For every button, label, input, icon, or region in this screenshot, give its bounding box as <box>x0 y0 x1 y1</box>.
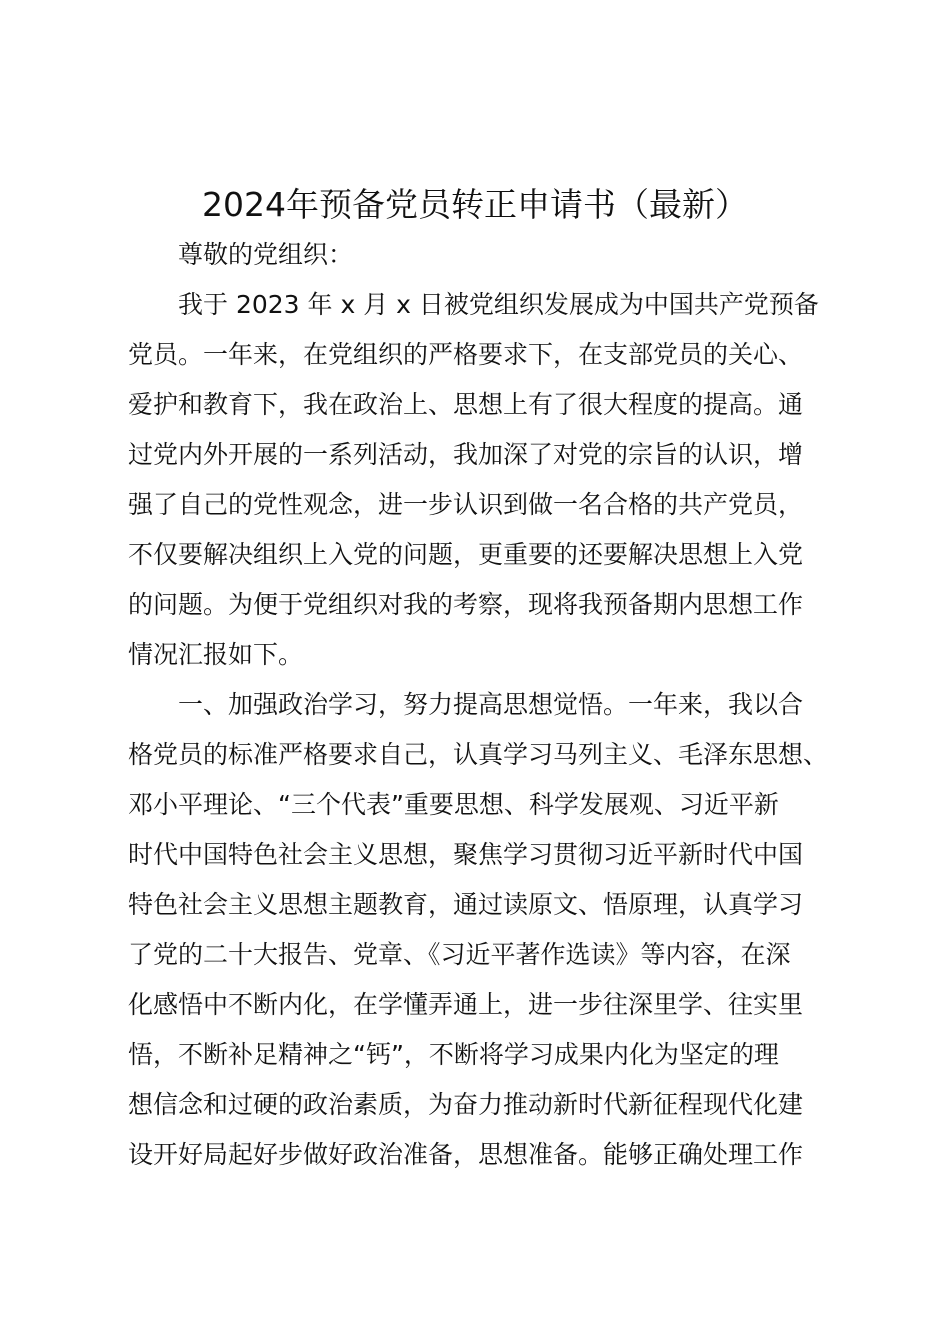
paragraph-1-line-8: 情况汇报如下。 <box>128 640 304 669</box>
paragraph-2-line-8: 悟，不断补足精神之“钙”，不断将学习成果内化为坚定的理 <box>128 1040 779 1069</box>
paragraph-2-line-2: 格党员的标准严格要求自己，认真学习马列主义、毛泽东思想、 <box>128 740 829 769</box>
paragraph-1-line-4: 过党内外开展的一系列活动，我加深了对党的宗旨的认识，增 <box>128 440 804 469</box>
paragraph-2-line-7: 化感悟中不断内化，在学懂弄通上，进一步往深里学、往实里 <box>128 990 804 1019</box>
paragraph-1-line-7: 的问题。为便于党组织对我的考察，现将我预备期内思想工作 <box>128 590 804 619</box>
salutation: 尊敬的党组织： <box>178 240 354 269</box>
paragraph-2-line-9: 想信念和过硬的政治素质，为奋力推动新时代新征程现代化建 <box>128 1090 804 1119</box>
paragraph-2-line-3: 邓小平理论、“三个代表”重要思想、科学发展观、习近平新 <box>128 790 779 819</box>
paragraph-1-line-3: 爱护和教育下，我在政治上、思想上有了很大程度的提高。通 <box>128 390 804 419</box>
paragraph-1-line-2: 党员。一年来，在党组织的严格要求下，在支部党员的关心、 <box>128 340 804 369</box>
paragraph-2-line-6: 了党的二十大报告、党章、《习近平著作选读》等内容，在深 <box>128 940 791 969</box>
paragraph-2-line-10: 设开好局起好步做好政治准备，思想准备。能够正确处理工作 <box>128 1140 804 1169</box>
document-title: 2024年预备党员转正申请书（最新） <box>202 185 748 224</box>
paragraph-1-line-5: 强了自己的党性观念，进一步认识到做一名合格的共产党员， <box>128 490 804 519</box>
paragraph-2-line-1: 一、加强政治学习，努力提高思想觉悟。一年来，我以合 <box>178 690 804 719</box>
paragraph-1-line-6: 不仅要解决组织上入党的问题，更重要的还要解决思想上入党 <box>128 540 804 569</box>
paragraph-1-line-1: 我于 2023 年 x 月 x 日被党组织发展成为中国共产党预备 <box>178 290 819 319</box>
paragraph-2-line-4: 时代中国特色社会主义思想，聚焦学习贯彻习近平新时代中国 <box>128 840 804 869</box>
paragraph-2-line-5: 特色社会主义思想主题教育，通过读原文、悟原理，认真学习 <box>128 890 804 919</box>
